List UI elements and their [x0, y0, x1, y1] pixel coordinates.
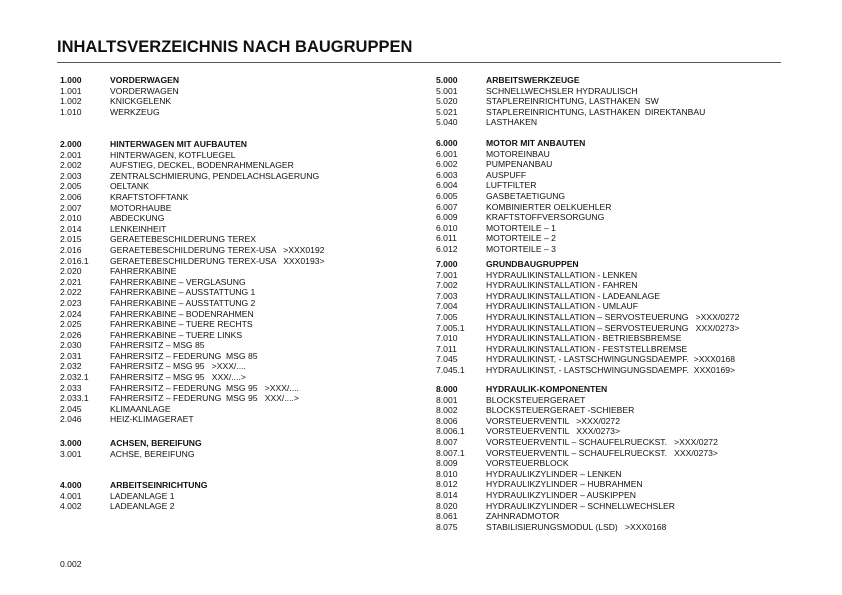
section-title: HYDRAULIKINSTALLATION - LENKEN [486, 269, 638, 280]
section-number: 7.000 [436, 259, 458, 269]
title-divider [57, 62, 781, 63]
section-number: 8.006 [436, 415, 458, 426]
section-number: 7.010 [436, 333, 458, 344]
section-title: ARBEITSWERKZEUGE [486, 75, 580, 85]
section-title: MOTORTEILE – 3 [486, 243, 556, 254]
section-number: 2.003 [60, 170, 82, 181]
section-title: FAHRERSITZ – FEDERUNG MSG 95 >XXX/.... [110, 382, 299, 393]
section-title: LADEANLAGE 1 [110, 490, 175, 501]
section-title: FAHRERKABINE – TUERE RECHTS [110, 319, 253, 330]
section-title: FAHRERSITZ – MSG 85 [110, 340, 205, 351]
section-title: FAHRERKABINE – TUERE LINKS [110, 329, 243, 340]
section-number: 2.046 [60, 414, 82, 425]
section-number: 6.003 [436, 169, 458, 180]
section-title: KRAFTSTOFFTANK [110, 191, 189, 202]
section-title: BLOCKSTEUERGERAET [486, 394, 586, 405]
section-title: VORDERWAGEN [110, 85, 179, 96]
section-title: FAHRERKABINE [110, 266, 177, 277]
section-number: 8.010 [436, 468, 458, 479]
section-number: 7.045.1 [436, 364, 465, 375]
section-number: 4.002 [60, 501, 82, 512]
section-title: STABILISIERUNGSMODUL (LSD) >XXX0168 [486, 521, 667, 532]
section-number: 2.045 [60, 403, 82, 414]
section-title: HYDRAULIK-KOMPONENTEN [486, 384, 608, 394]
section-title: ACHSE, BEREIFUNG [110, 448, 195, 459]
section-number: 2.016.1 [60, 255, 89, 266]
section-number: 4.000 [60, 480, 82, 490]
section-title: ZENTRALSCHMIERUNG, PENDELACHSLAGERUNG [110, 170, 320, 181]
section-title: STAPLEREINRICHTUNG, LASTHAKEN DIREKTANBAU [486, 106, 706, 117]
section-title: GERAETEBESCHILDERUNG TEREX-USA >XXX0192 [110, 244, 325, 255]
section-title: VORSTEUERVENTIL – SCHAUFELRUECKST. >XXX/0272 [486, 436, 718, 447]
section-title: HYDRAULIKINSTALLATION - FESTSTELLBREMSE [486, 343, 688, 354]
section-title: FAHRERKABINE – BODENRAHMEN [110, 308, 254, 319]
section-number: 2.032 [60, 361, 82, 372]
section-title: PUMPENANBAU [486, 159, 553, 170]
page-number: 0.002 [60, 559, 82, 569]
section-number: 6.007 [436, 201, 458, 212]
section-number: 8.014 [436, 489, 458, 500]
section-title: AUFSTIEG, DECKEL, BODENRAHMENLAGER [110, 160, 294, 171]
section-number: 3.000 [60, 438, 82, 448]
section-number: 2.007 [60, 202, 82, 213]
section-number: 2.022 [60, 287, 82, 298]
section-title: HYDRAULIKZYLINDER – LENKEN [486, 468, 622, 479]
section-number: 5.001 [436, 85, 458, 96]
section-number: 7.011 [436, 343, 457, 354]
section-number: 5.000 [436, 75, 458, 85]
section-number: 6.011 [436, 233, 457, 244]
section-title: FAHRERSITZ – MSG 95 >XXX/.... [110, 361, 246, 372]
section-title: HYDRAULIKINSTALLATION - UMLAUF [486, 301, 639, 312]
section-number: 6.000 [436, 138, 458, 148]
section-number: 4.001 [60, 490, 82, 501]
section-number: 1.002 [60, 96, 82, 107]
section-number: 5.020 [436, 96, 458, 107]
section-number: 2.032.1 [60, 372, 89, 383]
section-number: 2.021 [60, 276, 82, 287]
section-title: KNICKGELENK [110, 96, 172, 107]
section-number: 5.021 [436, 106, 458, 117]
section-number: 3.001 [60, 448, 82, 459]
section-title: HYDRAULIKINSTALLATION - LADEANLAGE [486, 290, 660, 301]
section-number: 8.007 [436, 436, 458, 447]
section-title: ACHSEN, BEREIFUNG [110, 438, 202, 448]
section-title: MOTORHAUBE [110, 202, 172, 213]
section-title: GERAETEBESCHILDERUNG TEREX-USA XXX0193> [110, 255, 325, 266]
section-number: 7.005 [436, 311, 458, 322]
section-title: MOTORTEILE – 2 [486, 233, 556, 244]
section-number: 2.026 [60, 329, 82, 340]
section-title: VORSTEUERVENTIL – SCHAUFELRUECKST. XXX/0273> [486, 447, 718, 458]
section-number: 7.045 [436, 354, 458, 365]
section-number: 8.002 [436, 405, 458, 416]
section-number: 7.002 [436, 280, 458, 291]
section-number: 8.012 [436, 479, 458, 490]
section-title: STAPLEREINRICHTUNG, LASTHAKEN SW [486, 96, 659, 107]
section-title: FAHRERSITZ – FEDERUNG MSG 85 [110, 350, 258, 361]
section-number: 2.006 [60, 191, 82, 202]
section-number: 2.031 [60, 350, 82, 361]
section-title: HINTERWAGEN MIT AUFBAUTEN [110, 139, 248, 149]
section-title: HYDRAULIKINSTALLATION - BETRIEBSBREMSE [486, 333, 682, 344]
section-title: VORSTEUERBLOCK [486, 458, 569, 469]
section-number: 7.001 [436, 269, 458, 280]
section-title: BLOCKSTEUERGERAET -SCHIEBER [486, 405, 635, 416]
section-title: VORSTEUERVENTIL XXX/0273> [486, 426, 620, 437]
section-title: WERKZEUG [110, 106, 160, 117]
section-title: HYDRAULIKINSTALLATION – SERVOSTEUERUNG XXX/0273> [486, 322, 740, 333]
section-title: GASBETAETIGUNG [486, 190, 566, 201]
section-number: 6.012 [436, 243, 458, 254]
section-number: 1.010 [60, 106, 82, 117]
section-title: VORSTEUERVENTIL >XXX/0272 [486, 415, 620, 426]
section-title: FAHRERSITZ – MSG 95 XXX/....> [110, 372, 246, 383]
section-title: HEIZ-KLIMAGERAET [110, 414, 194, 425]
section-number: 6.001 [436, 148, 458, 159]
section-number: 2.030 [60, 340, 82, 351]
section-number: 2.001 [60, 149, 82, 160]
section-number: 8.061 [436, 511, 458, 522]
section-title: MOTOR MIT ANBAUTEN [486, 138, 586, 148]
section-number: 2.025 [60, 319, 82, 330]
section-title: FAHRERKABINE – AUSSTATTUNG 2 [110, 297, 256, 308]
section-number: 8.007.1 [436, 447, 465, 458]
section-title: FAHRERKABINE – VERGLASUNG [110, 276, 246, 287]
section-number: 1.000 [60, 75, 82, 85]
section-number: 2.010 [60, 213, 82, 224]
section-title: HYDRAULIKINST, - LASTSCHWINGUNGSDAEMPF. XXX0169> [486, 364, 736, 375]
section-title: LADEANLAGE 2 [110, 501, 175, 512]
section-number: 8.075 [436, 521, 458, 532]
section-title: LUFTFILTER [486, 180, 537, 191]
section-number: 7.003 [436, 290, 458, 301]
section-title: MOTORTEILE – 1 [486, 222, 556, 233]
section-number: 8.006.1 [436, 426, 465, 437]
section-number: 8.001 [436, 394, 458, 405]
section-title: ARBEITSEINRICHTUNG [110, 480, 208, 490]
section-number: 2.020 [60, 266, 82, 277]
section-title: SCHNELLWECHSLER HYDRAULISCH [486, 85, 638, 96]
section-number: 2.033.1 [60, 393, 89, 404]
section-title: GRUNDBAUGRUPPEN [486, 259, 579, 269]
section-number: 2.016 [60, 244, 82, 255]
section-number: 2.014 [60, 223, 82, 234]
section-number: 2.015 [60, 234, 82, 245]
section-number: 2.002 [60, 160, 82, 171]
section-title: KRAFTSTOFFVERSORGUNG [486, 212, 605, 223]
section-number: 7.005.1 [436, 322, 465, 333]
section-title: FAHRERKABINE – AUSSTATTUNG 1 [110, 287, 256, 298]
section-number: 6.005 [436, 190, 458, 201]
section-title: OELTANK [110, 181, 149, 192]
section-title: HYDRAULIKZYLINDER – HUBRAHMEN [486, 479, 643, 490]
section-title: HYDRAULIKINSTALLATION – SERVOSTEUERUNG >XXX/0272 [486, 311, 740, 322]
section-title: LENKEINHEIT [110, 223, 167, 234]
section-title: AUSPUFF [486, 169, 527, 180]
section-title: HYDRAULIKZYLINDER – SCHNELLWECHSLER [486, 500, 675, 511]
section-title: HYDRAULIKZYLINDER – AUSKIPPEN [486, 489, 636, 500]
page-title: INHALTSVERZEICHNIS NACH BAUGRUPPEN [57, 38, 413, 56]
section-title: KOMBINIERTER OELKUEHLER [486, 201, 612, 212]
section-title: KLIMAANLAGE [110, 403, 171, 414]
section-number: 2.005 [60, 181, 82, 192]
section-title: HYDRAULIKINST, - LASTSCHWINGUNGSDAEMPF. >XXX0168 [486, 354, 736, 365]
section-title: GERAETEBESCHILDERUNG TEREX [110, 234, 256, 245]
section-number: 5.040 [436, 117, 458, 128]
section-title: ABDECKUNG [110, 213, 165, 224]
section-number: 6.002 [436, 159, 458, 170]
section-number: 2.024 [60, 308, 82, 319]
section-title: ZAHNRADMOTOR [486, 511, 560, 522]
section-number: 6.010 [436, 222, 458, 233]
section-number: 8.000 [436, 384, 458, 394]
section-number: 8.020 [436, 500, 458, 511]
section-title: MOTOREINBAU [486, 148, 550, 159]
section-number: 1.001 [60, 85, 82, 96]
section-number: 2.000 [60, 139, 82, 149]
section-number: 7.004 [436, 301, 458, 312]
section-title: HYDRAULIKINSTALLATION - FAHREN [486, 280, 638, 291]
section-number: 6.004 [436, 180, 458, 191]
section-title: FAHRERSITZ – FEDERUNG MSG 95 XXX/....> [110, 393, 299, 404]
section-title: LASTHAKEN [486, 117, 538, 128]
section-title: HINTERWAGEN, KOTFLUEGEL [110, 149, 236, 160]
section-number: 8.009 [436, 458, 458, 469]
section-title: VORDERWAGEN [110, 75, 180, 85]
section-number: 2.033 [60, 382, 82, 393]
section-number: 6.009 [436, 212, 458, 223]
section-number: 2.023 [60, 297, 82, 308]
